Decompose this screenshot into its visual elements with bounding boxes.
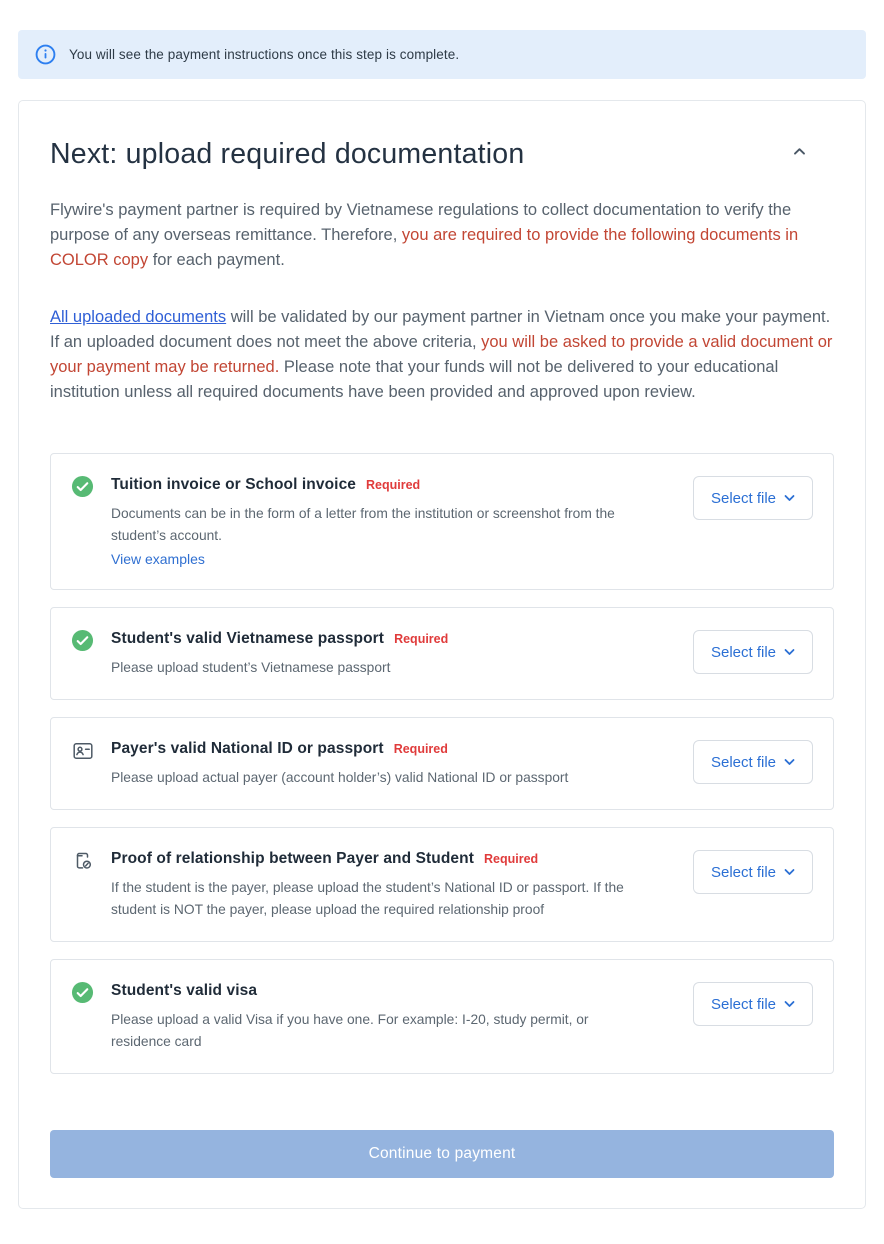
info-banner (18, 30, 866, 79)
document-card-relationship-proof (50, 827, 834, 942)
all-uploaded-documents-link[interactable]: All uploaded documents (50, 308, 227, 327)
select-file-label: Select file (710, 863, 777, 881)
required-badge: Required (366, 478, 421, 493)
info-icon (35, 44, 56, 65)
check-circle-icon (71, 474, 95, 503)
select-file-button[interactable] (693, 630, 813, 674)
check-circle-icon (71, 628, 95, 657)
select-file-button[interactable] (693, 740, 813, 784)
document-card-student-visa (50, 959, 834, 1074)
select-file-button[interactable] (693, 850, 813, 894)
document-title: Student's valid Vietnamese passport (111, 630, 385, 648)
intro-p1-text: Flywire's payment partner is required by Vietnamese regulations to collect documentation to verify the purpose of any overseas remittance. Therefore, (50, 201, 792, 245)
page-title: Next: upload required documentation (50, 138, 525, 170)
id-card-icon (71, 738, 95, 768)
document-card-payer-id (50, 717, 834, 810)
document-title: Proof of relationship between Payer and Student (111, 850, 474, 868)
chevron-down-icon (784, 494, 795, 502)
select-file-button[interactable] (693, 982, 813, 1026)
certificate-icon (71, 848, 95, 878)
document-description: Please upload actual payer (account holder’s) valid National ID or passport (111, 770, 569, 786)
intro-text (50, 198, 834, 405)
intro-p2-text: will be validated by our payment partner in Vietnam once you make your payment. If an uploaded document does not meet the above criteria, (50, 308, 831, 352)
document-title: Student's valid visa (111, 982, 258, 1000)
select-file-label: Select file (710, 995, 777, 1013)
chevron-down-icon (784, 1000, 795, 1008)
upload-documentation-section (18, 100, 866, 1209)
chevron-down-icon (784, 868, 795, 876)
collapse-section-button[interactable] (787, 137, 812, 166)
chevron-down-icon (784, 648, 795, 656)
intro-paragraph-1 (50, 198, 834, 273)
document-description: Please upload a valid Visa if you have one. For example: I-20, study permit, or residence card (111, 1012, 589, 1050)
select-file-button[interactable] (693, 476, 813, 520)
intro-p2-highlight: you will be asked to provide a valid document or your payment may be returned. (50, 333, 833, 377)
document-card-student-passport (50, 607, 834, 700)
select-file-label: Select file (710, 753, 777, 771)
select-file-label: Select file (710, 489, 777, 507)
intro-p1-tail: for each payment. (148, 251, 285, 270)
required-badge: Required (483, 852, 539, 867)
chevron-up-icon (793, 147, 806, 156)
intro-p2-tail: Please note that your funds will not be delivered to your educational institution unless all required documents have been provided and approved upon review. (50, 358, 779, 402)
view-examples-link[interactable]: View examples (111, 551, 205, 568)
required-badge: Required (394, 632, 449, 647)
intro-p1-highlight: you are required to provide the following documents in COLOR copy (50, 226, 799, 270)
select-file-label: Select file (710, 643, 777, 661)
banner-message: You will see the payment instructions once this step is complete. (69, 47, 460, 62)
required-badge: Required (393, 742, 448, 757)
document-title: Tuition invoice or School invoice (111, 476, 357, 494)
document-title: Payer's valid National ID or passport (111, 740, 384, 758)
check-circle-icon (71, 980, 95, 1009)
document-description: Documents can be in the form of a letter from the institution or screenshot from the student’s account. (111, 506, 615, 544)
document-description: If the student is the payer, please upload the student’s National ID or passport. If the student is NOT the payer, please upload the required relationship proof (111, 880, 624, 918)
continue-to-payment-button[interactable]: Continue to payment (50, 1130, 834, 1178)
document-card-tuition-invoice (50, 453, 834, 590)
document-description: Please upload student’s Vietnamese passport (111, 660, 391, 676)
chevron-down-icon (784, 758, 795, 766)
intro-paragraph-2 (50, 305, 834, 405)
